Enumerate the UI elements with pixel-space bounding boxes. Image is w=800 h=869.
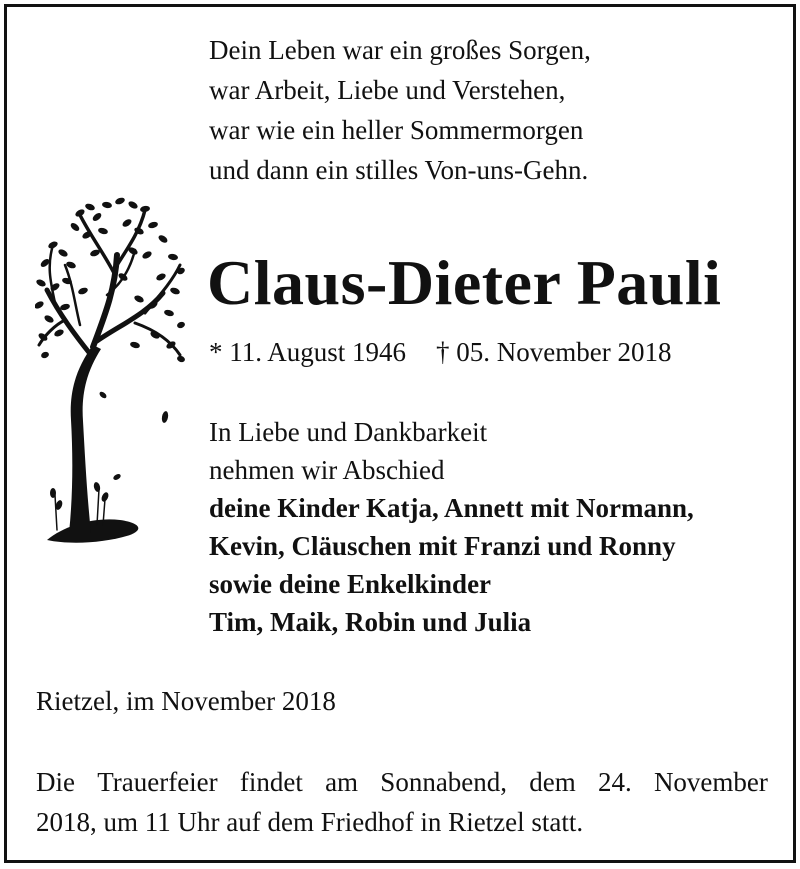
family-line: Tim, Maik, Robin und Julia xyxy=(209,607,532,637)
ceremony-info xyxy=(36,762,768,842)
ceremony-word: findet xyxy=(239,767,303,797)
ceremony-word: 24. xyxy=(597,767,632,797)
poem-line: war wie ein heller Sommermorgen xyxy=(209,115,584,145)
birth-date: * 11. August 1946 xyxy=(209,337,407,367)
ceremony-word: Trauerfeier xyxy=(97,767,218,797)
poem-line: war Arbeit, Liebe und Verstehen, xyxy=(209,75,566,105)
death-date: † 05. November 2018 xyxy=(436,337,672,367)
ceremony-word: November xyxy=(653,767,768,797)
tree-silhouette-icon xyxy=(35,195,185,550)
ceremony-word: am xyxy=(325,767,359,797)
family-line: sowie deine Enkelkinder xyxy=(209,569,492,599)
poem-line: und dann ein stilles Von-uns-Gehn. xyxy=(209,155,589,185)
ceremony-word: Sonnabend, xyxy=(380,767,508,797)
life-dates xyxy=(209,334,671,370)
farewell-line: In Liebe und Dankbarkeit xyxy=(209,417,488,447)
deceased-name: Claus-Dieter Pauli xyxy=(207,247,722,318)
family-line: Kevin, Cläuschen mit Franzi und Ronny xyxy=(209,531,676,561)
family-line: deine Kinder Katja, Annett mit Normann, xyxy=(209,493,694,523)
ceremony-line-1 xyxy=(36,762,768,802)
ceremony-line-2: 2018, um 11 Uhr auf dem Friedhof in Rietzel statt. xyxy=(36,807,584,837)
place-date: Rietzel, im November 2018 xyxy=(36,686,336,716)
mourners-block xyxy=(209,413,694,641)
poem-line: Dein Leben war ein großes Sorgen, xyxy=(209,35,591,65)
farewell-line: nehmen wir Abschied xyxy=(209,455,445,485)
poem xyxy=(209,30,591,190)
ceremony-word: Die xyxy=(36,767,75,797)
ceremony-word: dem xyxy=(529,767,576,797)
